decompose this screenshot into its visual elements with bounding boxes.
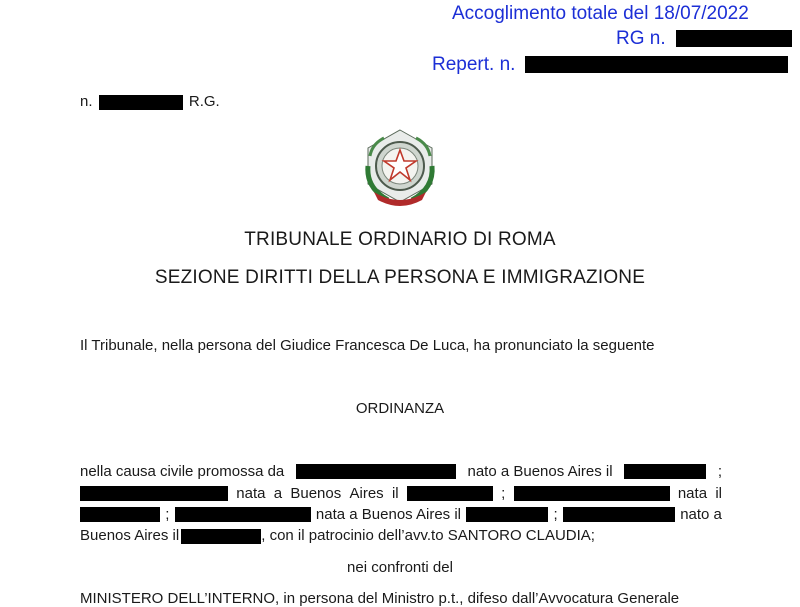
rg-reference-line — [80, 93, 220, 110]
party-text: il — [715, 485, 722, 502]
intro-paragraph: Il Tribunale, nella persona del Giudice Francesca De Luca, ha pronunciato la seguente — [80, 337, 655, 354]
rg-prefix: n. — [80, 93, 93, 110]
party-text: ; — [717, 463, 722, 480]
party-text: nata — [236, 485, 266, 502]
party-text: nella causa civile promossa da — [80, 463, 285, 480]
ordinance-heading: ORDINANZA — [355, 400, 445, 417]
repert-label: Repert. n. — [432, 54, 516, 75]
party-text: nato a — [680, 506, 722, 523]
rg-label: RG n. — [616, 28, 666, 49]
redaction-bar — [99, 95, 183, 110]
party-text: nata — [677, 485, 708, 502]
parties-line-3 — [80, 506, 722, 523]
repertorio-stamp — [432, 54, 788, 76]
redaction-bar — [676, 30, 792, 47]
ministry-line: MINISTERO DELL’INTERNO, in persona del Ministro p.t., difeso dall’Avvocatura Generale — [80, 590, 680, 607]
redaction-bar — [181, 529, 261, 544]
redaction-bar — [466, 507, 548, 522]
rg-number-stamp — [616, 28, 792, 50]
party-text: il — [391, 485, 399, 502]
party-text: ; — [501, 485, 506, 502]
party-text: ; — [553, 506, 558, 523]
party-text: nata a Buenos Aires il — [315, 506, 462, 523]
party-text: Buenos Aires il — [80, 527, 180, 544]
party-text: Aires — [349, 485, 384, 502]
party-text: a — [273, 485, 283, 502]
redaction-bar — [407, 486, 493, 501]
redaction-bar — [296, 464, 456, 479]
redaction-bar — [175, 507, 311, 522]
redaction-bar — [514, 486, 670, 501]
decision-stamp: Accoglimento totale del 18/07/2022 — [452, 3, 749, 24]
parties-line-4 — [80, 527, 595, 544]
redaction-bar — [563, 507, 675, 522]
parties-line-2 — [80, 485, 722, 502]
party-text: nato a Buenos Aires il — [467, 463, 613, 480]
court-section: SEZIONE DIRITTI DELLA PERSONA E IMMIGRAZIONE — [154, 267, 646, 288]
party-text: ; — [165, 506, 170, 523]
redaction-bar — [525, 56, 788, 73]
redaction-bar — [624, 464, 706, 479]
court-title: TRIBUNALE ORDINARIO DI ROMA — [244, 229, 556, 250]
rg-suffix: R.G. — [188, 93, 220, 110]
party-text: , con il patrocinio dell’avv.to SANTORO CLAUDIA; — [261, 527, 595, 544]
redaction-bar — [80, 507, 160, 522]
emblem-of-italy-icon — [360, 126, 440, 208]
party-text: Buenos — [290, 485, 342, 502]
parties-line-1 — [80, 463, 722, 480]
against-line: nei confronti del — [347, 559, 453, 576]
redaction-bar — [80, 486, 228, 501]
